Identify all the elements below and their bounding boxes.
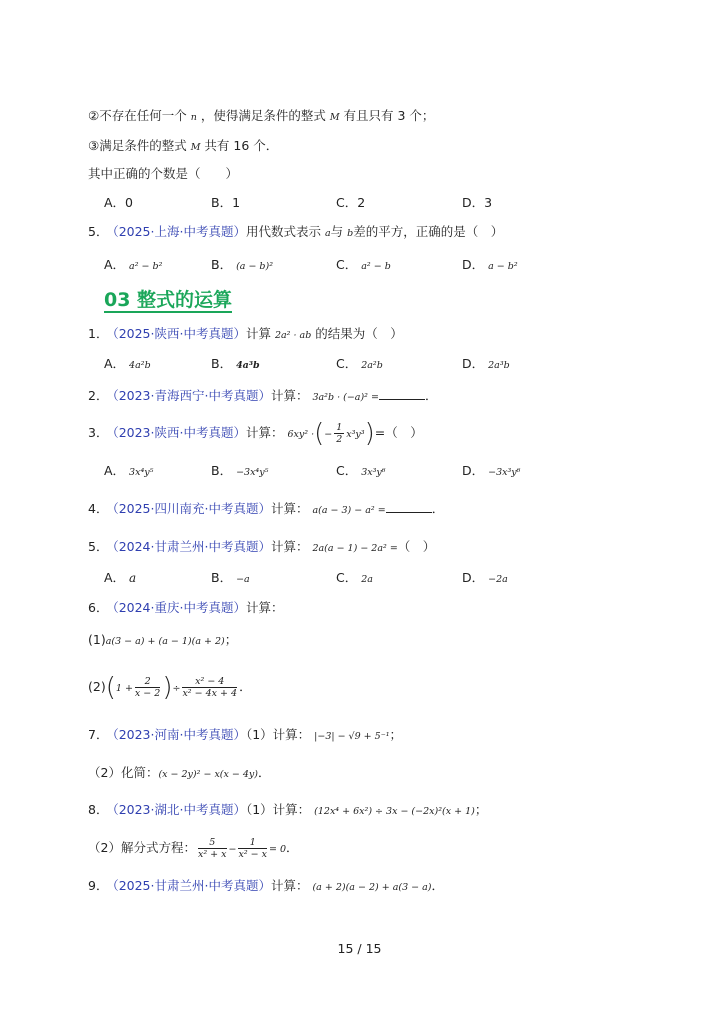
question-source: （2024·重庆·中考真题） <box>112 600 246 615</box>
question-source: （2023·陕西·中考真题） <box>112 425 246 440</box>
option-d: D． a − b² <box>462 257 518 272</box>
question-source: （2025·陕西·中考真题） <box>112 326 246 341</box>
question-5b: 5． （2024·甘肃兰州·中考真题）计算： 2a(a − 1) − 2a² =（ ） <box>88 539 436 554</box>
question-prompt: 其中正确的个数是（ ） <box>88 166 239 181</box>
question-source: （2024·甘肃兰州·中考真题） <box>112 539 271 554</box>
option-d: D． −3x³y⁶ <box>462 463 521 478</box>
option-c: C． a² − b <box>336 257 391 272</box>
page-number: 15 / 15 <box>337 941 382 956</box>
section-heading: 03 整式的运算 <box>104 289 233 311</box>
option-a: A． 4a²b <box>104 356 151 371</box>
question-3: 3． （2023·陕西·中考真题）计算： 6xy² ·(− $\frac{1}{2}$ x³y³)=（ ） <box>88 418 423 449</box>
option-a: A．0 <box>104 195 134 210</box>
answer-blank <box>386 501 432 513</box>
question-8-part-2: （2）解分式方程： $\frac{5}{\text{x² + x}}$ − $\frac{1}{\text{x² − x}}$ = 0． <box>88 837 299 860</box>
option-b: B．1 <box>211 195 241 210</box>
question-6-part-2: (2)(1 + $\frac{2}{x - 2}$ )÷ $\frac{\text{x² − 4}}{\text{x² − 4x + 4}}$ ． <box>88 672 252 703</box>
question-7-part-2: （2）化简：(x − 2y)² − x(x − 4y)． <box>88 765 271 780</box>
option-b: B． (a − b)² <box>211 257 274 272</box>
option-d: D． −2a <box>462 570 508 585</box>
option-c: C． 2a <box>336 570 373 585</box>
question-source: （2023·青海西宁·中考真题） <box>112 388 271 403</box>
question-source: （2025·上海·中考真题） <box>112 224 246 239</box>
option-c: C．2 <box>336 195 366 210</box>
question-source: （2025·四川南充·中考真题） <box>112 501 271 516</box>
statement-3: ③满足条件的整式 M 共有 16 个． <box>88 138 279 153</box>
option-b: B． −a <box>211 570 250 585</box>
question-9: 9． （2025·甘肃兰州·中考真题）计算： (a + 2)(a − 2) + a(3 − a)． <box>88 878 445 893</box>
question-source: （2023·河南·中考真题） <box>112 727 246 742</box>
question-1: 1． （2025·陕西·中考真题）计算 2a² · ab 的结果为（ ） <box>88 326 403 341</box>
question-4: 4． （2025·四川南充·中考真题）计算： a(a − 3) − a² = ． <box>88 501 445 516</box>
answer-blank <box>379 388 425 400</box>
option-c: C． 3x³y⁶ <box>336 463 386 478</box>
question-6: 6． （2024·重庆·中考真题）计算： <box>88 600 284 615</box>
question-7: 7． （2023·河南·中考真题）（1）计算： |−3| − √9 + 5⁻¹； <box>88 727 403 742</box>
option-d: D． 2a³b <box>462 356 510 371</box>
option-c: C． 2a²b <box>336 356 383 371</box>
question-6-part-1: (1)a(3 − a) + (a − 1)(a + 2)； <box>88 632 238 647</box>
option-b: B． −3x⁴y⁵ <box>211 463 269 478</box>
question-8: 8． （2023·湖北·中考真题）（1）计算： (12x⁴ + 6x²) ÷ 3x − (−2x)²(x + 1)； <box>88 802 488 817</box>
option-a: A． a² − b² <box>104 257 163 272</box>
question-2: 2． （2023·青海西宁·中考真题）计算： 3a²b · (−a)² = ． <box>88 388 438 403</box>
option-b: B． 4a³b <box>211 356 260 371</box>
statement-2: ②不存在任何一个 n ，使得满足条件的整式 M 有且只有 3 个； <box>88 108 435 123</box>
option-d: D．3 <box>462 195 493 210</box>
question-5a: 5． （2025·上海·中考真题）用代数式表示 a与 b差的平方，正确的是（ ） <box>88 224 504 239</box>
option-a: A． a <box>104 570 137 585</box>
question-source: （2025·甘肃兰州·中考真题） <box>112 878 271 893</box>
question-source: （2023·湖北·中考真题） <box>112 802 246 817</box>
option-a: A． 3x⁴y⁵ <box>104 463 154 478</box>
